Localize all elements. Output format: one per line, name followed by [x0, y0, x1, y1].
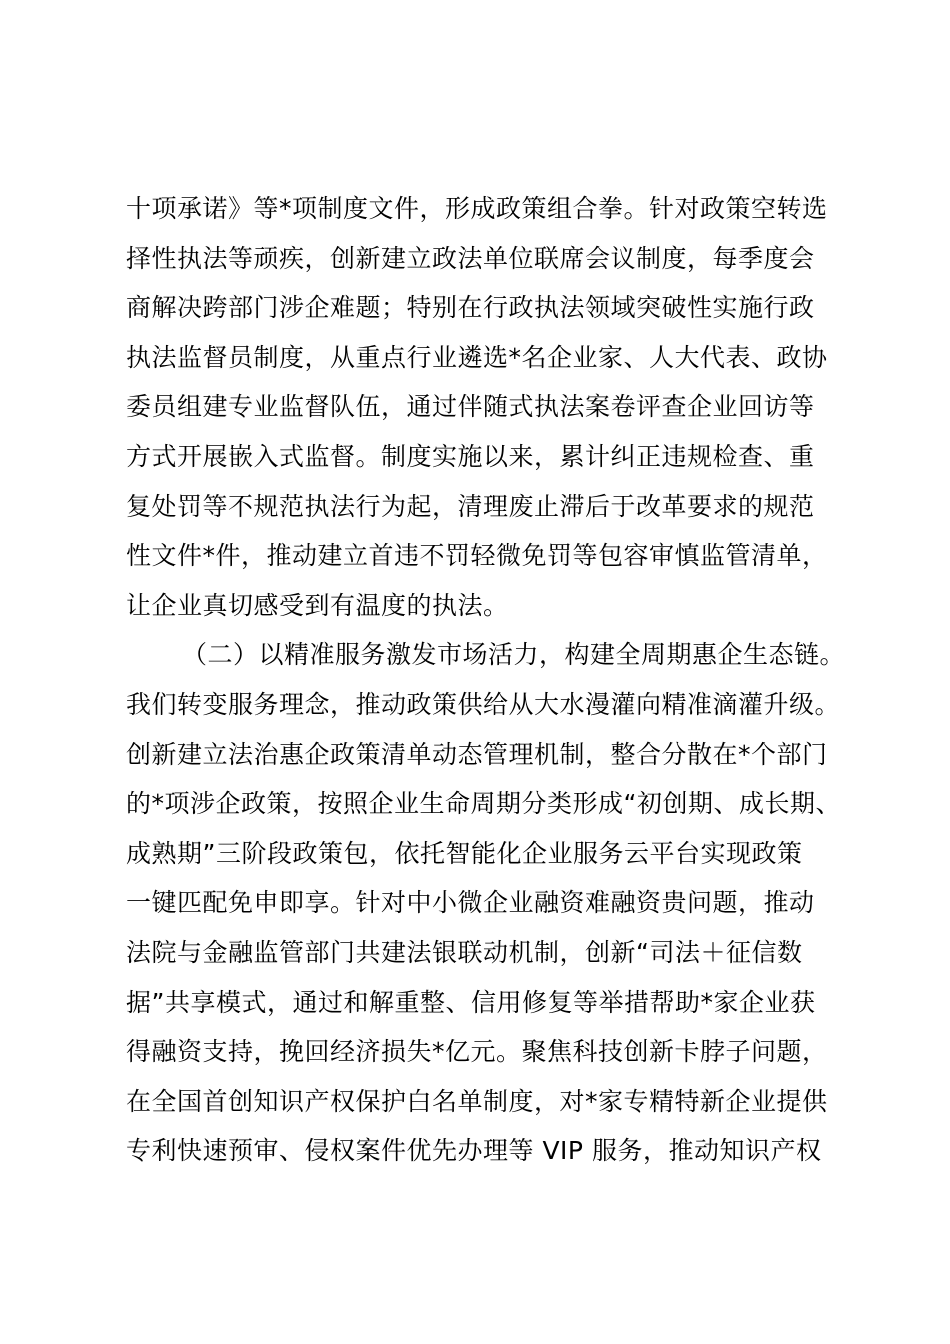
section-heading: （二）以精准服务激发市场活力，构建全周期惠企生态链。: [182, 640, 846, 670]
text-line: 复处罚等不规范执法行为起，清理废止滞后于改革要求的规范: [126, 491, 815, 521]
text-line: 成熟期”三阶段政策包，依托智能化企业服务云平台实现政策: [126, 838, 803, 868]
text-line: 十项承诺》等*项制度文件，形成政策组合拳。针对政策空转选: [126, 194, 828, 223]
text-line: 在全国首创知识产权保护白名单制度，对*家专精特新企业提供: [126, 1086, 828, 1116]
text-line: 据”共享模式，通过和解重整、信用修复等举措帮助*家企业获: [126, 987, 816, 1017]
text-line: 得融资支持，挽回经济损失*亿元。聚焦科技创新卡脖子问题，: [126, 1037, 828, 1067]
body-text: [126, 184, 846, 1176]
text-line: 委员组建专业监督队伍，通过伴随式执法案卷评查企业回访等: [126, 392, 815, 422]
text-line: 创新建立法治惠企政策清单动态管理机制，整合分散在*个部门: [126, 739, 828, 769]
text-line: 的*项涉企政策，按照企业生命周期分类形成“初创期、成长期、: [126, 789, 841, 819]
text-line: 一键匹配免申即享。针对中小微企业融资难融资贵问题，推动: [126, 888, 815, 918]
text-line: 专利快速预审、侵权案件优先办理等 VIP 服务，推动知识产权: [126, 1136, 822, 1166]
text-line: 执法监督员制度，从重点行业遴选*名企业家、人大代表、政协: [126, 342, 828, 372]
text-line: 商解决跨部门涉企难题；特别在行政执法领域突破性实施行政: [126, 293, 815, 323]
text-line: 方式开展嵌入式监督。制度实施以来，累计纠正违规检查、重: [126, 441, 815, 471]
text-line: 我们转变服务理念，推动政策供给从大水漫灌向精准滴灌升级。: [126, 689, 841, 719]
text-line: 法院与金融监管部门共建法银联动机制，创新“司法＋征信数: [126, 937, 803, 967]
text-line: 择性执法等顽疾，创新建立政法单位联席会议制度，每季度会: [126, 243, 815, 273]
text-line: 让企业真切感受到有温度的执法。: [126, 590, 509, 620]
text-line: 性文件*件，推动建立首违不罚轻微免罚等包容审慎监管清单，: [126, 541, 828, 571]
